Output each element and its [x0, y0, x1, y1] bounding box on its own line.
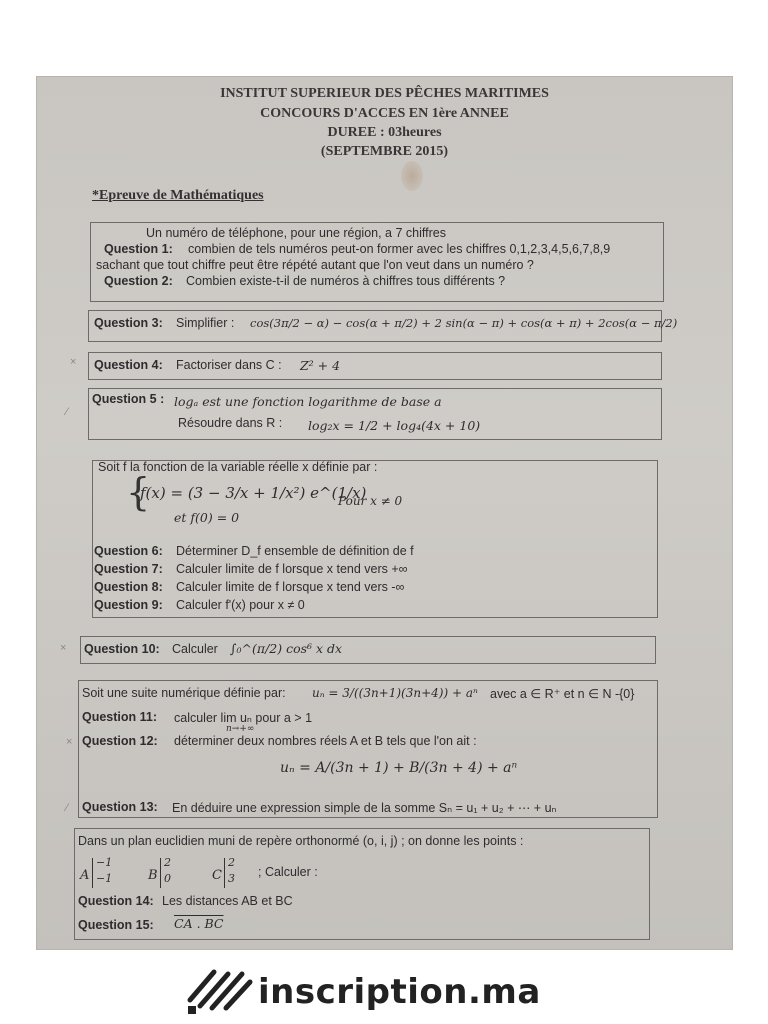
f-definition: f(x) = (3 − 3/x + 1/x²) e^(1/x)	[140, 484, 367, 502]
q2-text: Combien existe-t-il de numéros à chiffres tous différents ?	[186, 274, 506, 288]
q4-expression: Z² + 4	[300, 358, 341, 373]
q3-text: Simplifier :	[176, 316, 235, 330]
q9-text: Calculer f'(x) pour x ≠ 0	[176, 598, 305, 612]
q4-text: Factoriser dans C :	[176, 358, 282, 372]
q5-label: Question 5 :	[92, 392, 165, 406]
q14-text: Les distances AB et BC	[162, 894, 293, 908]
point-a-label: A	[80, 868, 90, 883]
margin-mark-4: ×	[66, 736, 73, 748]
q2-label: Question 2:	[104, 274, 173, 288]
q6-text: Déterminer D_f ensemble de définition de f	[176, 544, 414, 558]
q11-text: calculer lim uₙ pour a > 1	[174, 711, 313, 725]
q12-label: Question 12:	[82, 734, 158, 748]
f-condition: Pour x ≠ 0	[338, 494, 403, 508]
point-c-bar	[224, 858, 225, 888]
seq-condition: avec a ∈ R⁺ et n ∈ N -{0}	[490, 687, 635, 701]
point-b-y: 0	[164, 872, 171, 885]
header-contest: CONCOURS D'ACCES EN 1ère ANNEE	[260, 106, 509, 121]
q7-text: Calculer limite de f lorsque x tend vers +∞	[176, 562, 408, 576]
point-a-x: −1	[96, 856, 113, 869]
q5-text: logₐ est une fonction logarithme de base a	[174, 394, 442, 409]
q14-label: Question 14:	[78, 894, 154, 908]
f-zero: et f(0) = 0	[174, 510, 240, 525]
q10-text: Calculer	[172, 642, 218, 656]
point-c-y: 3	[228, 872, 235, 885]
q7-label: Question 7:	[94, 562, 163, 576]
q8-text: Calculer limite de f lorsque x tend vers -∞	[176, 580, 405, 594]
header-institute: INSTITUT SUPERIEUR DES PÊCHES MARITIMES	[220, 86, 549, 101]
margin-mark-2: ⁄	[66, 406, 68, 418]
q1-text: combien de tels numéros peut-on former avec les chiffres 0,1,2,3,4,5,6,7,8,9	[188, 242, 611, 256]
point-b-x: 2	[164, 856, 171, 869]
q9-label: Question 9:	[94, 598, 163, 612]
q5-solve: Résoudre dans R :	[178, 416, 283, 430]
point-c-x: 2	[228, 856, 235, 869]
q13-text: En déduire une expression simple de la somme Sₙ = u₁ + u₂ + ⋯ + uₙ	[172, 801, 557, 815]
q8-label: Question 8:	[94, 580, 163, 594]
q3-expression: cos(3π/2 − α) − cos(α + π/2) + 2 sin(α − π) + cos(α + π) + 2cos(α − π/2)	[250, 316, 678, 330]
geo-intro: Dans un plan euclidien muni de repère orthonormé (o, i, j) ; on donne les points :	[78, 834, 524, 848]
header-duration: DUREE : 03heures	[327, 125, 442, 140]
q1-continued: sachant que tout chiffre peut être répété autant que l'on veut dans un numéro ?	[96, 258, 534, 272]
margin-mark-5: ⁄	[66, 802, 68, 814]
seq-definition: uₙ = 3/((3n+1)(3n+4)) + aⁿ	[312, 686, 478, 700]
q3-label: Question 3:	[94, 316, 163, 330]
q15-label: Question 15:	[78, 918, 154, 932]
box-q10	[80, 636, 656, 664]
q4-label: Question 4:	[94, 358, 163, 372]
q1-label: Question 1:	[104, 242, 173, 256]
point-b-label: B	[148, 868, 158, 883]
q11-limit-sub: n→+∞	[226, 724, 255, 734]
header-date: (SEPTEMBRE 2015)	[320, 144, 449, 159]
q6-label: Question 6:	[94, 544, 163, 558]
margin-mark-1: ×	[70, 356, 77, 368]
point-a-bar	[92, 858, 93, 888]
subject-title: *Epreuve de Mathématiques	[92, 188, 264, 203]
q12-text: déterminer deux nombres réels A et B tels que l'on ait :	[174, 734, 477, 748]
exam-paper	[36, 76, 733, 950]
seq-intro: Soit une suite numérique définie par:	[82, 686, 286, 700]
brace-symbol: {	[126, 470, 151, 514]
point-b-bar	[160, 858, 161, 888]
q15-text: CA . BC	[174, 916, 224, 931]
q10-expression: ∫₀^(π/2) cos⁶ x dx	[230, 641, 343, 656]
f-intro: Soit f la fonction de la variable réelle x définie par :	[98, 460, 378, 474]
point-c-label: C	[212, 868, 222, 883]
margin-mark-3: ×	[60, 642, 67, 654]
q11-label: Question 11:	[82, 710, 158, 724]
coffee-stain	[401, 161, 423, 191]
geo-calculate: ; Calculer :	[258, 865, 318, 879]
point-a-y: −1	[96, 872, 113, 885]
watermark-text: inscription.ma	[258, 972, 541, 1012]
phone-intro: Un numéro de téléphone, pour une région, a 7 chiffres	[146, 226, 446, 240]
q12-expression: uₙ = A/(3n + 1) + B/(3n + 4) + aⁿ	[280, 760, 518, 776]
box-q4	[88, 352, 662, 380]
q10-label: Question 10:	[84, 642, 160, 656]
q5-expression: log₂x = 1/2 + log₄(4x + 10)	[308, 418, 481, 433]
q13-label: Question 13:	[82, 800, 158, 814]
